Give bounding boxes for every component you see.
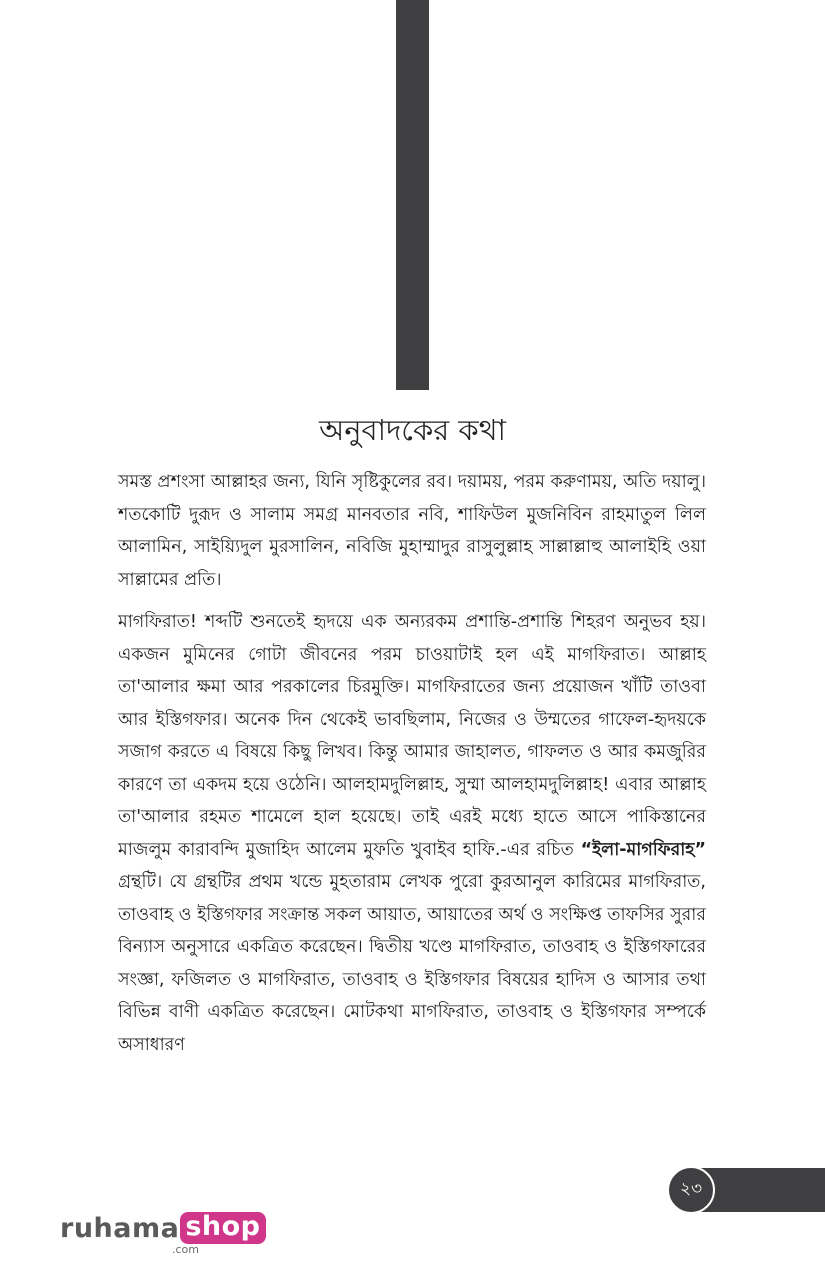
paragraph-2-text-end: গ্রন্থটি। যে গ্রন্থটির প্রথম খন্ডে মুহতারাম লেখক পুরো কুরআনুল কারিমের মাগফিরাত, তাওবাহ ও ইস্তিগফার সংক্রান্ত সকল আয়াত, আয়াতের অর্থ ও সংক্ষিপ্ত তাফসির সুরার বিন্যাস অনুসারে একত্রিত করেছেন। দ্বিতীয় খণ্ডে মাগফিরাত, তাওবাহ ও ইস্তিগফারের সংজ্ঞা, ফজিলত ও মাগফিরাত, তাওবাহ ও ইস্তিগফার বিষয়ের হাদিস ও আসার তথা বিভিন্ন বাণী একত্রিত করেছেন। মোটকথা মাগফিরাত, তাওবাহ ও ইস্তিগফার সম্পর্কে অসাধারণ: [118, 872, 706, 1055]
book-title-highlight: “ইলা-মাগফিরাহ”: [580, 839, 706, 860]
logo-text-shop: shop: [180, 1212, 265, 1244]
logo-text-ruhama: ruhama: [60, 1213, 180, 1244]
page-title: অনুবাদকের কথা: [319, 413, 506, 447]
logo-text-com: .com: [172, 1243, 199, 1256]
paragraph-1-text: সমস্ত প্রশংসা আল্লাহর জন্য, যিনি সৃষ্টিকুলের রব। দয়াময়, পরম করুণাময়, অতি দয়ালু। শতকোটি দুরূদ ও সালাম সমগ্র মানবতার নবি, শাফিউল মুজনিবিন রাহমাতুল লিল আলামিন, সাইয়্যিদুল মুরসালিন, নবিজি মুহাম্মাদুর রাসুলুল্লাহ সাল্লাল্লাহু আলাইহি ওয়া সাল্লামের প্রতি।: [118, 472, 706, 590]
decorative-top-bar: [396, 0, 429, 390]
paragraph-2: [118, 606, 706, 1061]
paragraph-1: [118, 466, 706, 596]
body-text: [118, 466, 706, 1071]
ruhamashop-logo: [60, 1212, 266, 1262]
paragraph-2-text-start: মাগফিরাত! শব্দটি শুনতেই হৃদয়ে এক অন্যরকম প্রশান্তি-প্রশান্তি শিহরণ অনুভব হয়। একজন মুমিনের গোটা জীবনের পরম চাওয়াটাই হল এই মাগফিরাত। আল্লাহ তা'আলার ক্ষমা আর পরকালের চিরমুক্তি। মাগফিরাতের জন্য প্রয়োজন খাঁটি তাওবা আর ইস্তিগফার। অনেক দিন থেকেই ভাবছিলাম, নিজের ও উম্মতের গাফেল-হৃদয়কে সজাগ করতে এ বিষয়ে কিছু লিখব। কিন্তু আমার জাহালত, গাফলত ও আর কমজুরির কারণে তা একদম হয়ে ওঠেনি। আলহামদুলিল্লাহ, সুম্মা আলহামদুলিল্লাহ! এবার আল্লাহ তা'আলার রহমত শামেলে হাল হয়েছে। তাই এরই মধ্যে হাতে আসে পাকিস্তানের মাজলুম কারাবন্দি মুজাহিদ আলেম মুফতি খুবাইব হাফি.-এর রচিত: [118, 612, 706, 860]
page-number: ২৩: [667, 1166, 715, 1214]
